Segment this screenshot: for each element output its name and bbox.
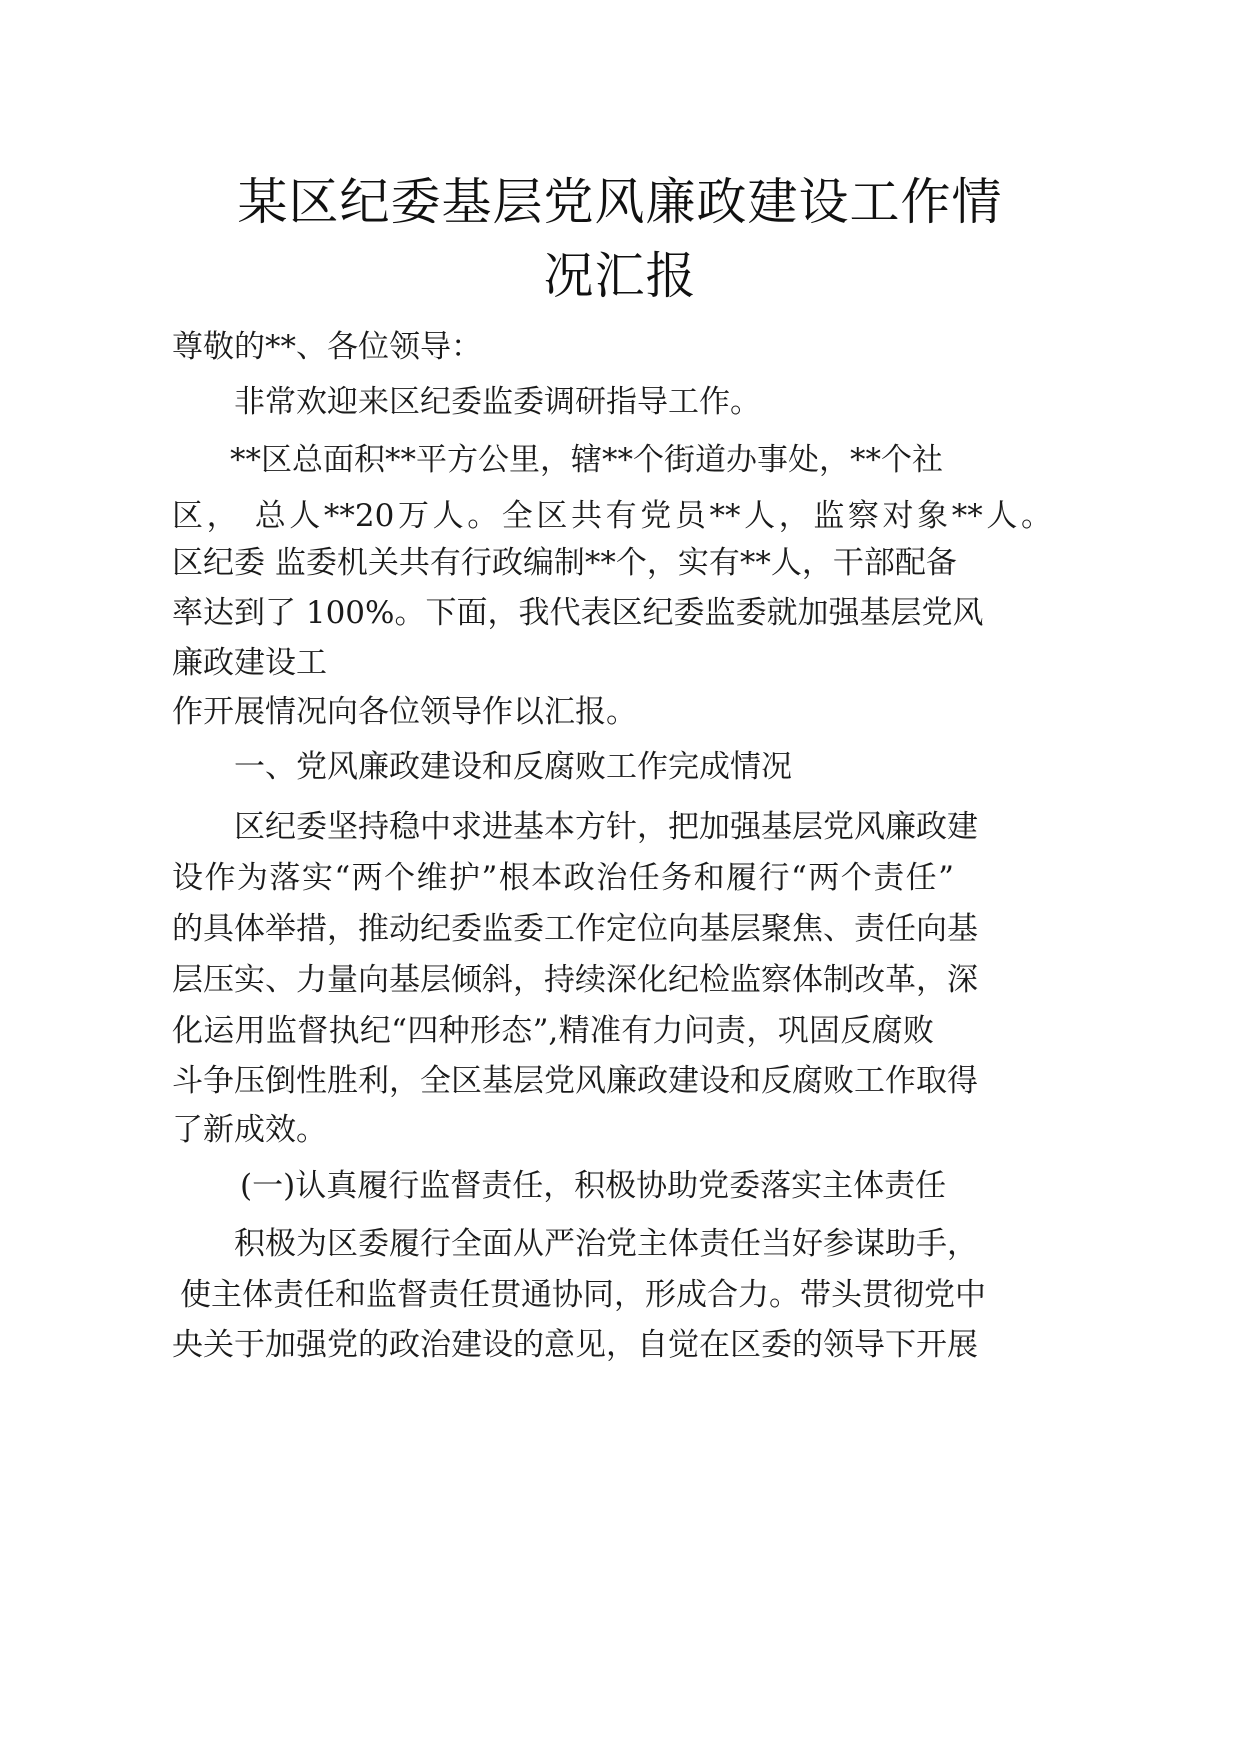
paragraph-line: 率达到了 100%。下面，我代表区纪委监委就加强基层党风 xyxy=(172,595,984,631)
paragraph-line: 央关于加强党的政治建设的意见，自觉在区委的领导下开展 xyxy=(172,1327,978,1363)
paragraph-line: 层压实、力量向基层倾斜，持续深化纪检监察体制改革，深 xyxy=(172,962,978,998)
paragraph-line: 的具体举措，推动纪委监委工作定位向基层聚焦、责任向基 xyxy=(172,911,978,947)
paragraph-line: 设作为落实“两个维护”根本政治任务和履行“两个责任” xyxy=(172,860,954,896)
paragraph-line: 斗争压倒性胜利，全区基层党风廉政建设和反腐败工作取得 xyxy=(172,1063,978,1099)
subsection-heading: (一)认真履行监督责任，积极协助党委落实主体责任 xyxy=(240,1168,947,1204)
paragraph-line: 积极为区委履行全面从严治党主体责任当好参谋助手， xyxy=(234,1226,978,1262)
paragraph-line: 化运用监督执纪“四种形态”,精准有力问责，巩固反腐败 xyxy=(172,1013,934,1049)
section-heading: 一、党风廉政建设和反腐败工作完成情况 xyxy=(234,749,792,785)
paragraph-line: 作开展情况向各位领导作以汇报。 xyxy=(172,694,637,730)
document-title-line-1: 某区纪委基层党风廉政建设工作情 xyxy=(237,173,1003,231)
paragraph-line: 使主体责任和监督责任贯通协同，形成合力。带头贯彻党中 xyxy=(180,1277,986,1313)
paragraph-line: 区纪委 监委机关共有行政编制**个，实有**人，干部配备 xyxy=(172,545,957,581)
document-title-line-2: 况汇报 xyxy=(543,247,697,305)
paragraph-line: **区总面积**平方公里，辖**个街道办事处，**个社 xyxy=(230,442,943,478)
paragraph-line: 了新成效。 xyxy=(172,1112,327,1148)
salutation: 尊敬的**、各位领导： xyxy=(172,329,482,365)
paragraph-line: 非常欢迎来区纪委监委调研指导工作。 xyxy=(234,384,761,420)
paragraph-line: 廉政建设工 xyxy=(172,645,327,681)
paragraph-line: 区， 总人**20万人。全区共有党员**人，监察对象**人。 xyxy=(172,498,1052,534)
paragraph-line: 区纪委坚持稳中求进基本方针，把加强基层党风廉政建 xyxy=(234,809,978,845)
